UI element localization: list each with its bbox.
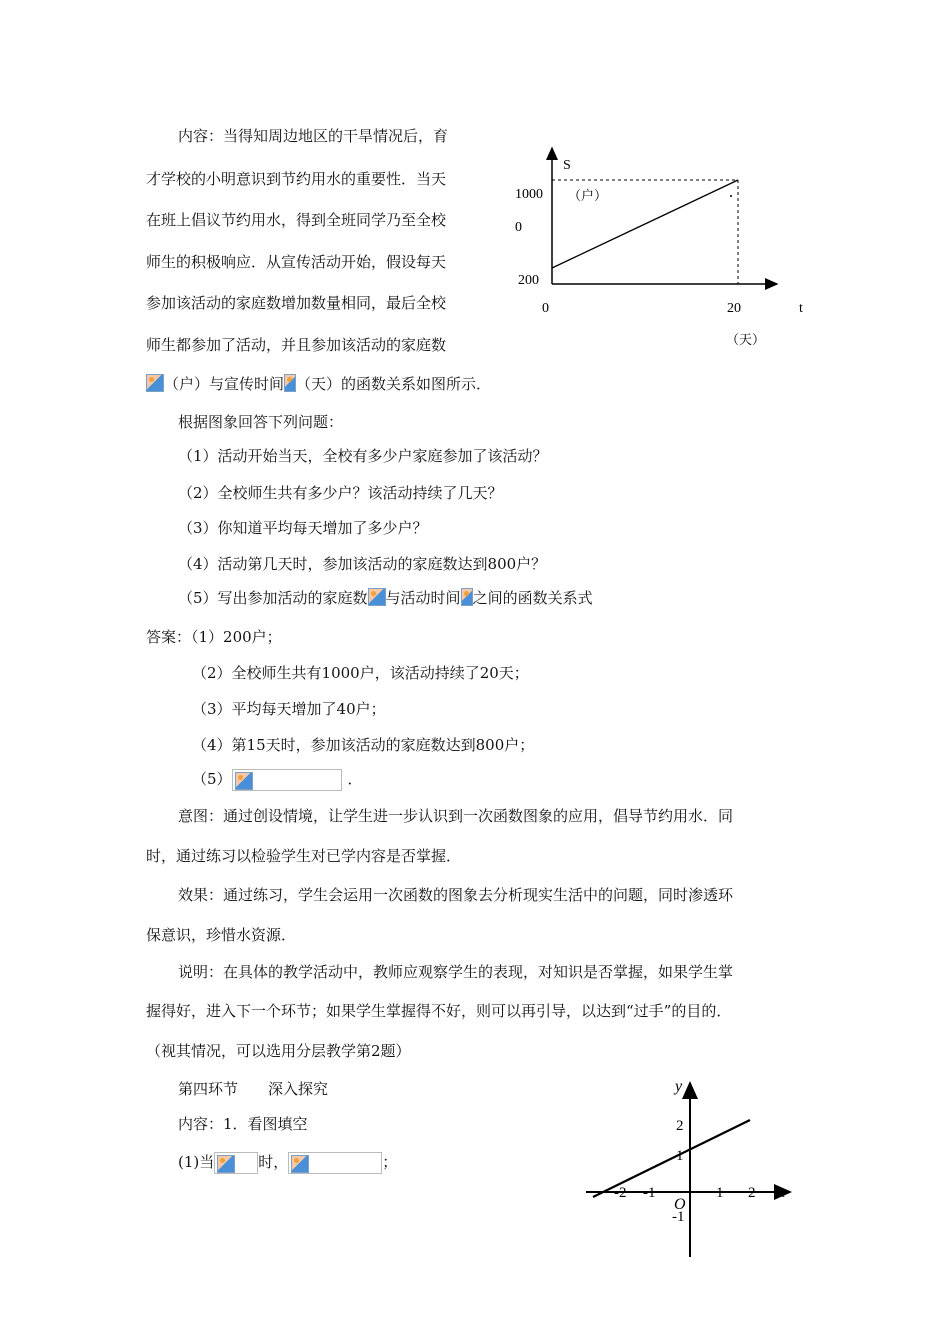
note-line: 说明：在具体的教学活动中，教师应观察学生的表现，对知识是否掌握，如果学生掌 — [178, 963, 734, 981]
y-tick-label: 200 — [518, 273, 539, 288]
answer-3: （3）平均每天增加了40户； — [192, 700, 386, 718]
note-line: 握得好，进入下一个环节；如果学生掌握得不好，则可以再引导，以达到“过手”的目的． — [146, 1002, 732, 1020]
section-title: 第四环节 深入探究 — [178, 1080, 329, 1098]
intent-line: 意图：通过创设情境，让学生进一步认识到一次函数图象的应用，倡导节约用水．同 — [178, 807, 734, 825]
text-span: （5） — [192, 770, 232, 788]
answer-2: （2）全校师生共有1000户，该活动持续了20天； — [192, 664, 529, 682]
text-span: ； — [382, 1153, 398, 1171]
formula-image-icon — [235, 772, 253, 790]
dot-marker — [730, 195, 732, 197]
question-5 — [178, 588, 593, 608]
text-line — [146, 374, 491, 394]
y-axis-label: S — [563, 158, 571, 173]
text-line: 根据图象回答下列问题： — [178, 413, 344, 431]
formula-image-icon — [368, 588, 386, 606]
text-span: （天）的函数关系如图所示． — [296, 375, 492, 393]
text-span: （5）写出参加活动的家庭数 — [178, 589, 368, 607]
answer-5 — [192, 769, 363, 791]
question-2: （2）全校师生共有多少户？该活动持续了几天？ — [178, 484, 503, 502]
origin-label: O — [674, 1196, 686, 1213]
x-axis-label: x — [778, 1184, 786, 1201]
answer-1: 答案：（1）200户； — [146, 628, 282, 646]
x-tick-label: 0 — [542, 301, 549, 316]
effect-line: 保意识，珍惜水资源． — [146, 926, 297, 944]
text-line: 在班上倡议节约用水，得到全班同学乃至全校 — [146, 211, 447, 229]
intent-line: 时，通过练习以检验学生对已学内容是否掌握． — [146, 847, 462, 865]
formula-image-icon — [284, 374, 296, 392]
formula-image-box — [214, 1152, 258, 1174]
formula-image-box — [288, 1152, 382, 1174]
question-4: （4）活动第几天时，参加该活动的家庭数达到800户？ — [178, 555, 547, 573]
x-tick-label: 1 — [716, 1185, 724, 1201]
text-line: 师生的积极响应．从宣传活动开始，假设每天 — [146, 253, 447, 271]
line-chart-households — [505, 142, 805, 352]
text-span: 与活动时间 — [385, 589, 461, 607]
content-line: 内容：1．看图填空 — [178, 1115, 308, 1133]
text-span: （户）与宣传时间 — [164, 375, 285, 393]
question-3: （3）你知道平均每天增加了多少户？ — [178, 519, 428, 537]
formula-image-icon — [461, 588, 473, 606]
text-span: (1)当 — [178, 1153, 215, 1171]
text-span: 之间的函数关系式 — [472, 589, 593, 607]
note-line: （视其情况，可以选用分层教学第2题） — [146, 1042, 411, 1060]
text-line: 参加该活动的家庭数增加数量相同，最后全校 — [146, 294, 447, 312]
text-line: 内容：当得知周边地区的干旱情况后，育 — [178, 127, 449, 145]
x-axis-label: t — [799, 301, 803, 316]
x-tick-label: 20 — [727, 301, 741, 316]
y-tick-label: 0 — [515, 220, 522, 235]
formula-image-icon — [146, 374, 164, 392]
text-line: 才学校的小明意识到节约用水的重要性．当天 — [146, 170, 447, 188]
y-tick-label: -1 — [672, 1209, 685, 1225]
formula-image-icon — [291, 1155, 309, 1173]
answer-4: （4）第15天时，参加该活动的家庭数达到800户； — [192, 736, 535, 754]
text-span: ． — [347, 770, 363, 788]
question-1: （1）活动开始当天，全校有多少户家庭参加了该活动？ — [178, 447, 548, 465]
formula-image-box — [232, 769, 342, 791]
x-tick-label: -1 — [643, 1185, 656, 1201]
y-tick-label: 2 — [676, 1118, 684, 1134]
text-line: 师生都参加了活动，并且参加该活动的家庭数 — [146, 336, 447, 354]
fill-in-line — [178, 1152, 397, 1174]
effect-line: 效果：通过练习，学生会运用一次函数的图象去分析现实生活中的问题，同时渗透环 — [178, 886, 734, 904]
x-tick-label: -2 — [614, 1185, 627, 1201]
y-tick-label: 1000 — [515, 187, 543, 202]
x-tick-label: 2 — [748, 1185, 756, 1201]
coordinate-plane-chart — [578, 1075, 808, 1265]
x-unit-label: （天） — [726, 332, 766, 347]
y-unit-label: （户） — [568, 188, 608, 203]
text-span: 时， — [258, 1153, 289, 1171]
formula-image-icon — [217, 1155, 235, 1173]
y-tick-label: 1 — [676, 1148, 684, 1164]
y-axis-label: y — [675, 1078, 683, 1095]
